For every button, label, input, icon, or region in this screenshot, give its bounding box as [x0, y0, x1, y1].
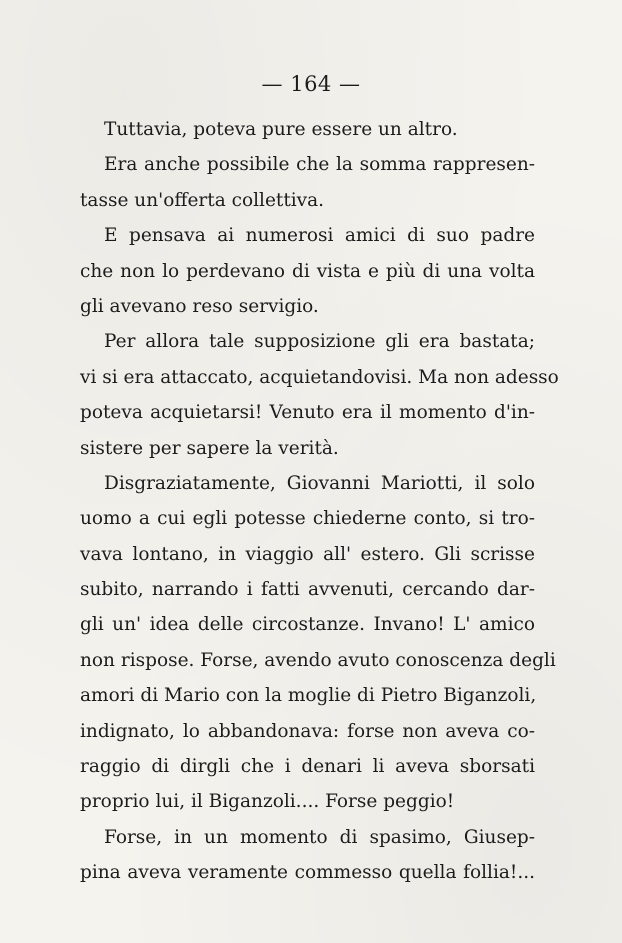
- text-line: amori di Mario con la moglie di Pietro Biganzoli,: [80, 685, 537, 707]
- text-line: vava lontano, in viaggio all' estero. Gli scrisse: [80, 543, 535, 565]
- text-line: Disgraziatamente, Giovanni Mariotti, il solo: [104, 472, 535, 494]
- text-line: E pensava ai numerosi amici di suo padre: [104, 225, 535, 247]
- text-line: Per allora tale supposizione gli era bastata;: [104, 331, 535, 353]
- text-line: proprio lui, il Biganzoli.... Forse peggio!: [80, 791, 455, 813]
- text-line: uomo a cui egli potesse chiederne conto, si tro-: [80, 508, 535, 530]
- text-line: Tuttavia, poteva pure essere un altro.: [104, 119, 458, 140]
- text-line: gli un' idea delle circostanze. Invano! L' amico: [80, 614, 535, 636]
- text-line: poteva acquietarsi! Venuto era il momento d'in-: [80, 402, 535, 424]
- text-line: che non lo perdevano di vista e più di una volta: [80, 260, 535, 282]
- page-number: — 164 —: [261, 72, 361, 96]
- body-text: [80, 112, 559, 891]
- text-line: tasse un'offerta collettiva.: [80, 189, 325, 211]
- text-line: gli avevano reso servigio.: [80, 295, 319, 317]
- text-line: pina aveva veramente commesso quella follia!...: [80, 862, 535, 884]
- text-line: subito, narrando i fatti avvenuti, cercando dar-: [80, 579, 535, 601]
- text-line: sistere per sapere la verità.: [80, 437, 339, 459]
- text-line: indignato, lo abbandonava: forse non aveva co-: [80, 720, 535, 742]
- text-line: Forse, in un momento di spasimo, Giusep-: [104, 826, 535, 848]
- text-line: Era anche possibile che la somma rappresen-: [104, 154, 535, 176]
- text-line: vi si era attaccato, acquietandovisi. Ma non adesso: [80, 366, 559, 388]
- text-line: raggio di dirgli che i denari li aveva sborsati: [80, 756, 535, 778]
- text-line: non rispose. Forse, avendo avuto conoscenza degli: [80, 649, 556, 671]
